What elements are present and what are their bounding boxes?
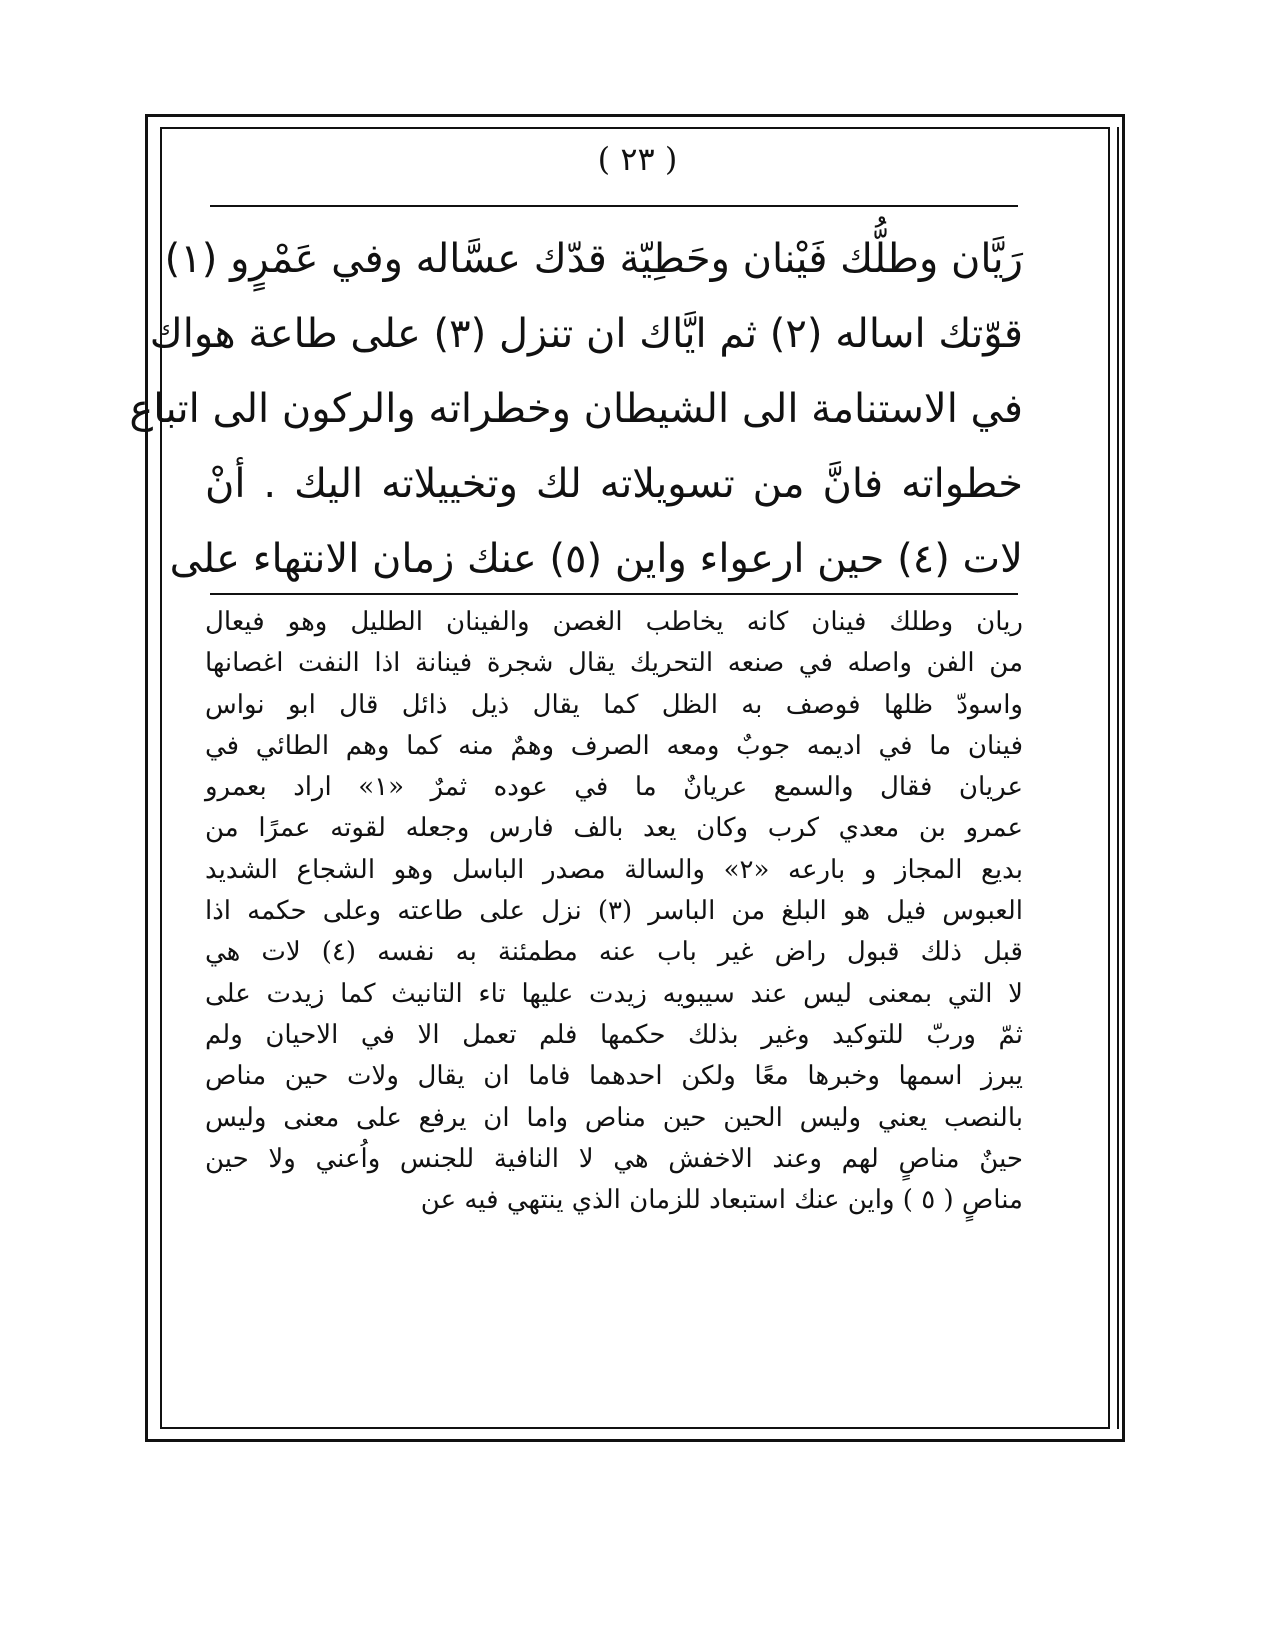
main-text-line: قوّتك اساله (٢) ثم ايَّاك ان تنزل (٣) على طاعة هواك [149,311,1023,357]
footnote-line: عريان فقال والسمع عريانٌ ما في عوده ثمرٌ «١» اراد بعمرو [205,772,1023,803]
footnote-line: العبوس فيل هو البلغ من الباسر (٣) نزل على طاعته وعلى حكمه اذا [205,896,1023,927]
footnote-line: حينٌ مناصٍ لهم وعند الاخفش هي لا النافية للجنس واُعني ولا حين [205,1143,1023,1174]
footnote-line: ثمّ وربّ للتوكيد وغير بذلك حكمها فلم تعمل الا في الاحيان ولم [205,1019,1023,1050]
header-rule [210,205,1018,207]
main-text [129,222,1023,597]
page-number: ( ٢٣ ) [597,140,678,178]
footnotes [205,602,1023,1221]
footnote-line: يبرز اسمها وخبرها معًا ولكن احدهما فاما ان يقال ولات حين مناص [205,1061,1023,1092]
main-text-line: لات (٤) حين ارعواء واين (٥) عنك زمان الانتهاء على [169,536,1023,582]
footnote-line: بالنصب يعني وليس الحين حين مناص واما ان يرفع على معنى وليس [205,1102,1023,1133]
footnote-line: فينان ما في اديمه جوبٌ ومعه الصرف وهمٌ منه كما وهم الطائي في [205,730,1023,761]
footnote-line: قبل ذلك قبول راض غير باب عنه مطمئنة به نفسه (٤) لات هي [205,937,1023,968]
footnote-line: مناصٍ ( ٥ ) واين عنك استبعاد للزمان الذي ينتهي فيه عن [420,1185,1023,1216]
footnote-line: من الفن واصله في صنعه التحريك يقال شجرة فينانة اذا النفت اغصانها [205,648,1023,679]
main-text-line: خطواته فانَّ من تسويلاته لك وتخييلاته اليك . أنْ [205,461,1023,507]
main-text-line: في الاستنامة الى الشيطان وخطراته والركون الى اتباع [129,386,1023,432]
footnote-line: لا التي بمعنى ليس عند سيبويه زيدت عليها تاء التانيث كما زيدت على [205,978,1023,1009]
footnote-line: بدیع المجاز و بارعه «٢» والسالة مصدر الباسل وهو الشجاع الشديد [205,854,1023,885]
footnote-line: عمرو بن معدي كرب وكان يعد بالف فارس وجعله لقوته عمرًا من [205,813,1023,844]
footnote-line: واسودّ ظلها فوصف به الظل كما يقال ذيل ذائل قال ابو نواس [205,689,1023,720]
footnote-separator [210,593,1018,595]
footnote-line: ريان وطلك فينان كانه يخاطب الغصن والفينان الطليل وهو فيعال [205,607,1023,637]
main-text-line: رَيَّان وطلُّك فَيْنان وحَطِيّة قدّك عسَّاله وفي عَمْرٍو (١) [164,236,1023,282]
page-border-line [1117,127,1119,1429]
